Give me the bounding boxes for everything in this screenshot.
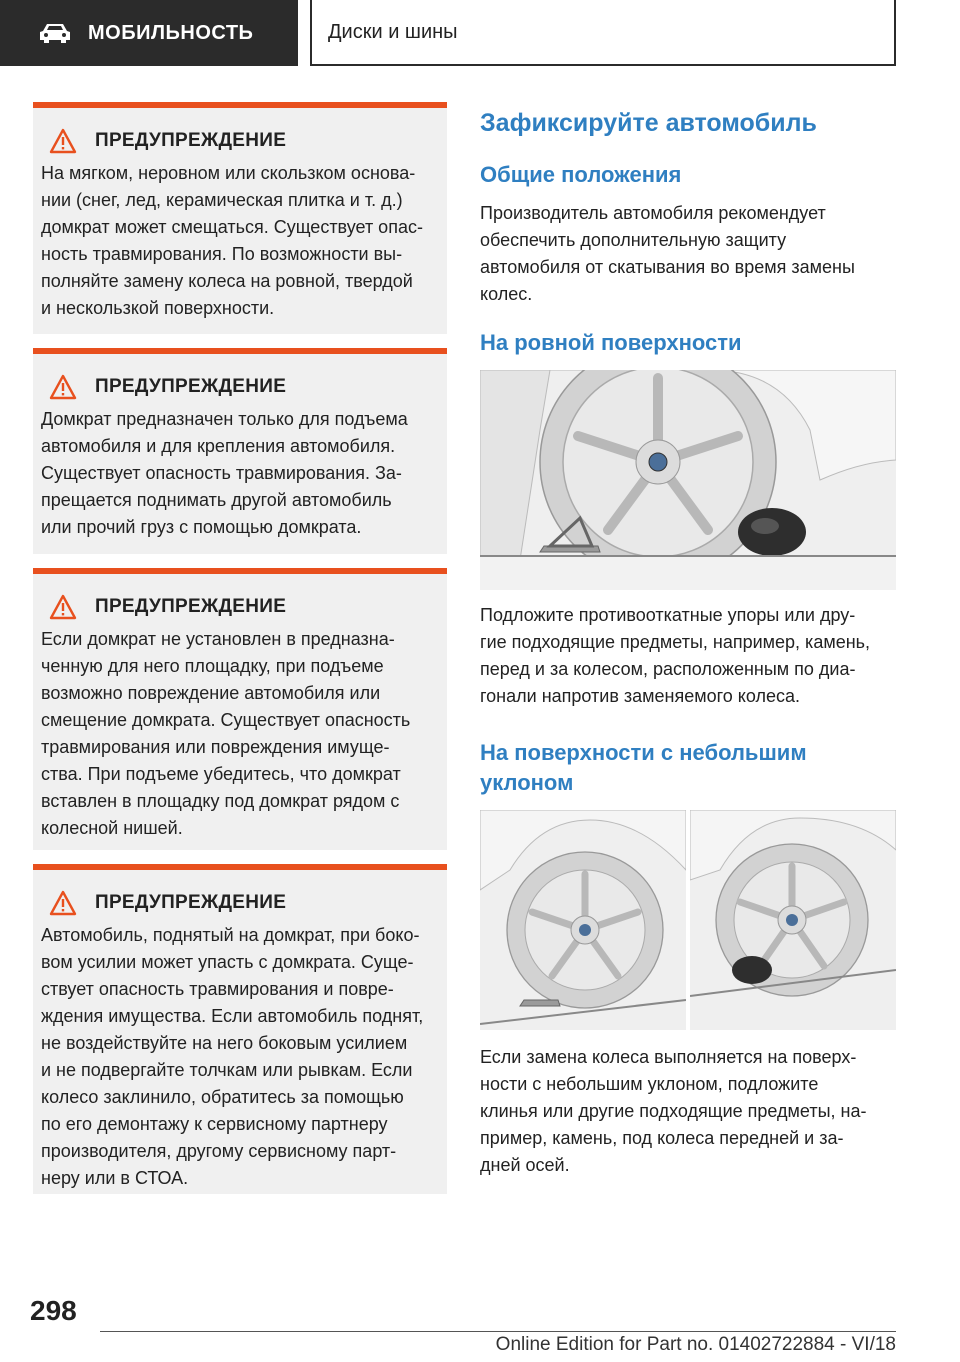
warning-triangle-icon xyxy=(49,890,77,916)
figure-slope-left xyxy=(480,810,686,1030)
footer-divider xyxy=(100,1331,896,1332)
content-column xyxy=(480,100,896,1179)
warning-title: ПРЕДУПРЕЖДЕНИЕ xyxy=(95,130,287,151)
flat-text: Подложите противооткатные упоры или дру- гие подходящие предметы, например, камень, перед и за колесом, расположенным по диа- гонали напротив заменяемого колеса. xyxy=(480,605,871,706)
slope-text: Если замена колеса выполняется на поверх- ности с небольшим уклоном, подложите клинья или другие подходящие предметы, на- пример, камень, под колеса передней и за- дней осей. xyxy=(480,1047,867,1175)
warning-box xyxy=(33,864,447,1194)
page-header xyxy=(0,0,960,66)
car-icon xyxy=(38,22,72,44)
edition-note: Online Edition for Part no. 01402722884 - VI/18 xyxy=(495,1334,896,1355)
warning-text: Автомобиль, поднятый на домкрат, при боко- вом усилии может упасть с домкрата. Суще- ствует опасность травмирования и повре- ждения имущества. Если автомобиль поднят, не воздействуйте на него боковым усилием и не подвергайте толчкам или рывкам. Если колесо заклинило, обратитесь за помощью по его демонтажу к сервисному партнеру производителя, другому сервисному парт- неру или в СТОА. xyxy=(41,925,424,1188)
warning-box xyxy=(33,348,447,554)
main-title: Зафиксируйте автомобиль xyxy=(480,109,817,137)
warning-text: На мягком, неровном или скользком основа- нии (снег, лед, керамическая плитка и т. д.) домкрат может смещаться. Существует опас- ность травмирования. По возможности вы- полняйте замену колеса на ровной, твердой и нескользкой поверхности. xyxy=(41,163,423,318)
general-text: Производитель автомобиля рекомендует обеспечить дополнительную защиту автомобиля от скатывания во время замены колес. xyxy=(480,203,855,304)
figure-slope-right xyxy=(690,810,896,1030)
warnings-column xyxy=(33,102,447,1208)
subheading-slope: На поверхности с небольшим уклоном xyxy=(480,740,807,795)
warning-title: ПРЕДУПРЕЖДЕНИЕ xyxy=(95,596,287,617)
section-tab xyxy=(0,0,298,66)
slope-right-illustration xyxy=(690,810,896,1030)
chapter-title: Диски и шины xyxy=(328,20,458,43)
figure-flat-surface xyxy=(480,370,896,590)
page-number: 298 xyxy=(30,1295,77,1326)
warning-triangle-icon xyxy=(49,128,77,154)
flat-surface-illustration xyxy=(480,370,896,590)
warning-text: Если домкрат не установлен в предназна- ченную для него площадку, при подъеме возможно повреждение автомобиля или смещение домкрата. Существует опасность травмирования или повреждения имуще- ства. При подъеме убедитесь, что домкрат вставлен в площадку под домкрат рядом с колесной нишей. xyxy=(41,629,411,838)
warning-title: ПРЕДУПРЕЖДЕНИЕ xyxy=(95,892,287,913)
slope-left-illustration xyxy=(480,810,686,1030)
warning-triangle-icon xyxy=(49,374,77,400)
chapter-box xyxy=(310,0,896,66)
warning-triangle-icon xyxy=(49,594,77,620)
warning-box xyxy=(33,102,447,334)
warning-text: Домкрат предназначен только для подъема автомобиля и для крепления автомобиля. Существует опасность травмирования. За- прещается поднимать другой автомобиль или прочий груз с помощью домкрата. xyxy=(41,409,408,537)
subheading-general: Общие положения xyxy=(480,162,682,187)
figure-slope xyxy=(480,810,896,1030)
warning-title: ПРЕДУПРЕЖДЕНИЕ xyxy=(95,376,287,397)
section-label: МОБИЛЬНОСТЬ xyxy=(88,21,254,44)
subheading-flat: На ровной поверхности xyxy=(480,330,742,355)
warning-box xyxy=(33,568,447,850)
